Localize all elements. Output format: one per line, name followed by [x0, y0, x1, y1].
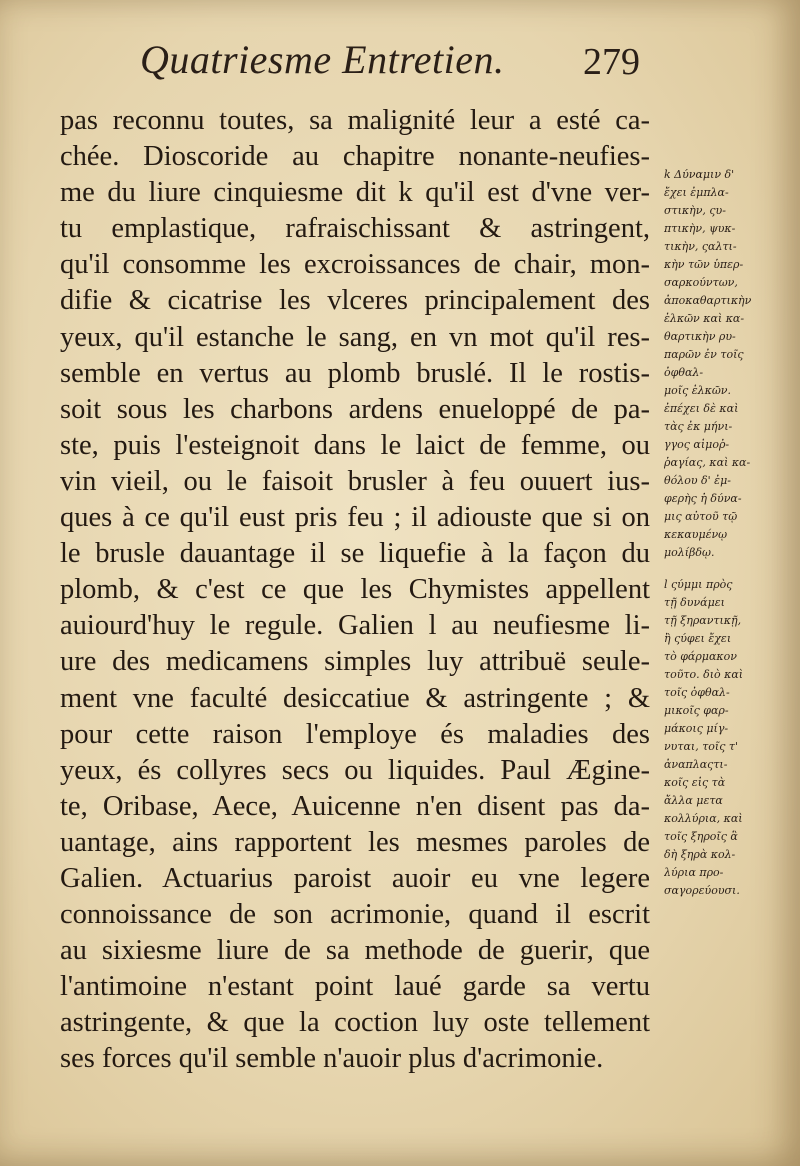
text-line: yeux, qu'il estanche le sang, en vn mot qu'il res-	[60, 321, 650, 353]
text-line: ques à ce qu'il eust pris feu ; il adiouste que si on	[60, 502, 650, 534]
main-text-block	[60, 103, 650, 1078]
gloss-line: τοῖς ὀφθαλ-	[664, 686, 730, 699]
gloss-line: ἐπέχει δὲ καὶ	[664, 402, 739, 415]
text-line: le brusle dauantage il se liquefie à la façon du	[60, 538, 650, 570]
gloss-line: ἔχει ἐμπλα-	[664, 186, 729, 199]
gloss-line: τὰς ἐκ μήνι-	[664, 420, 733, 433]
text-line: astringente, & que la coction luy oste tellement	[60, 1007, 650, 1039]
gloss-line: φερὴς ἡ δύνα-	[664, 492, 742, 505]
margin-note-k	[664, 166, 790, 562]
text-line: soit sous les charbons ardens enueloppé de pa-	[60, 393, 650, 425]
text-line: Galien. Actuarius paroist auoir eu vne legere	[60, 862, 650, 894]
gloss-line: θαρτικὴν ρυ-	[664, 330, 736, 343]
text-line: chée. Dioscoride au chapitre nonante-neufies-	[60, 141, 650, 173]
gloss-line: μικοῖς φαρ-	[664, 704, 729, 717]
gloss-line: ὀφθαλ-	[664, 366, 704, 379]
text-line: ste, puis l'esteignoit dans le laict de femme, ou	[60, 429, 650, 461]
gloss-line: ἀναπλαςτι-	[664, 758, 728, 771]
text-line: tu emplastique, rafraischissant & astringent,	[60, 213, 650, 245]
gloss-line: κολλύρια, καὶ	[664, 812, 743, 825]
text-line: semble en vertus au plomb bruslé. Il le rostis-	[60, 357, 650, 389]
text-line: vin vieil, ou le faisoit brusler à feu ouuert ius-	[60, 465, 650, 497]
gloss-line: μοῖς ἑλκῶν.	[664, 384, 731, 397]
text-line: qu'il consomme les excroissances de chair, mon-	[60, 249, 650, 281]
text-line: l'antimoine n'estant point laué garde sa vertu	[60, 971, 650, 1003]
gloss-line: κοῖς εἰς τὰ	[664, 776, 726, 789]
gloss-line: τῇ δυνάμει	[664, 596, 725, 609]
text-line: pas reconnu toutes, sa malignité leur a esté ca-	[60, 105, 650, 136]
text-line: yeux, és collyres secs ou liquides. Paul Ægine-	[60, 754, 650, 786]
gloss-line: μις αὐτοῦ τῷ	[664, 510, 738, 523]
gloss-line: l ςύμμι πρὸς	[664, 578, 733, 591]
gloss-line: τικὴν, ςαλτι-	[664, 240, 737, 253]
text-line: uantage, ains rapportent les mesmes paroles de	[60, 826, 650, 858]
text-line: me du liure cinquiesme dit k qu'il est d'vne ver-	[60, 177, 650, 209]
gloss-line: δὴ ξηρὰ κολ-	[664, 848, 736, 861]
gloss-line: θόλου δ' ἐμ-	[664, 474, 731, 487]
margin-notes	[664, 166, 790, 900]
gloss-line: σαρκούντων,	[664, 276, 738, 289]
text-line: connoissance de son acrimonie, quand il escrit	[60, 899, 650, 931]
gloss-line: τοῖς ξηροῖς ἃ	[664, 830, 738, 843]
page-header	[140, 36, 660, 106]
gloss-line: στικὴν, ςυ-	[664, 204, 726, 217]
gloss-line: ἀποκαθαρτικὴν	[664, 294, 752, 307]
gloss-line: κεκαυμένῳ	[664, 528, 728, 541]
text-line: au sixiesme liure de sa methode de guerir, que	[60, 935, 650, 967]
gloss-line: μάκοις μίγ-	[664, 722, 729, 735]
gloss-line: μολίβδῳ.	[664, 546, 715, 559]
gloss-line: λύρια προ-	[664, 866, 724, 879]
gloss-line: νυται, τοῖς τ'	[664, 740, 738, 753]
text-line: ure des medicamens simples luy attribuë seule-	[60, 646, 650, 678]
text-line: te, Oribase, Aece, Auicenne n'en disent pas da-	[60, 790, 650, 822]
text-line: difie & cicatrise les vlceres principalement des	[60, 285, 650, 317]
gloss-line: k Δύναμιν δ'	[664, 168, 735, 181]
text-line: plomb, & c'est ce que les Chymistes appellent	[60, 574, 650, 606]
page-number: 279	[583, 41, 640, 83]
gloss-line: ἄλλα μετα	[664, 794, 723, 807]
gloss-line: τὸ φάρμακον	[664, 650, 737, 663]
margin-note-l	[664, 576, 790, 900]
gloss-line: παρῶν ἐν τοῖς	[664, 348, 744, 361]
text-line: auiourd'huy le regule. Galien l au neufiesme li-	[60, 610, 650, 642]
gloss-line: ἑλκῶν καὶ κα-	[664, 312, 745, 325]
gloss-line: τοῦτο. διὸ καὶ	[664, 668, 744, 681]
gloss-line: ἢ ςύφει ἔχει	[664, 632, 732, 645]
gloss-line: πτικὴν, ψυκ-	[664, 222, 736, 235]
gloss-line: κὴν τῶν ὑπερ-	[664, 258, 744, 271]
text-line: ment vne faculté desiccatiue & astringente ; &	[60, 682, 650, 714]
text-line: ses forces qu'il semble n'auoir plus d'acrimonie.	[60, 1043, 604, 1075]
running-head: Quatriesme Entretien.	[140, 37, 505, 82]
gloss-line: τῇ ξηραντικῇ,	[664, 614, 742, 627]
gloss-line: ῥαγίας, καὶ κα-	[664, 456, 751, 469]
gloss-line: γγος αἱμοῤ-	[664, 438, 730, 451]
text-line: pour cette raison l'employe és maladies des	[60, 718, 650, 750]
gloss-line: σαγορεύουσι.	[664, 884, 740, 897]
